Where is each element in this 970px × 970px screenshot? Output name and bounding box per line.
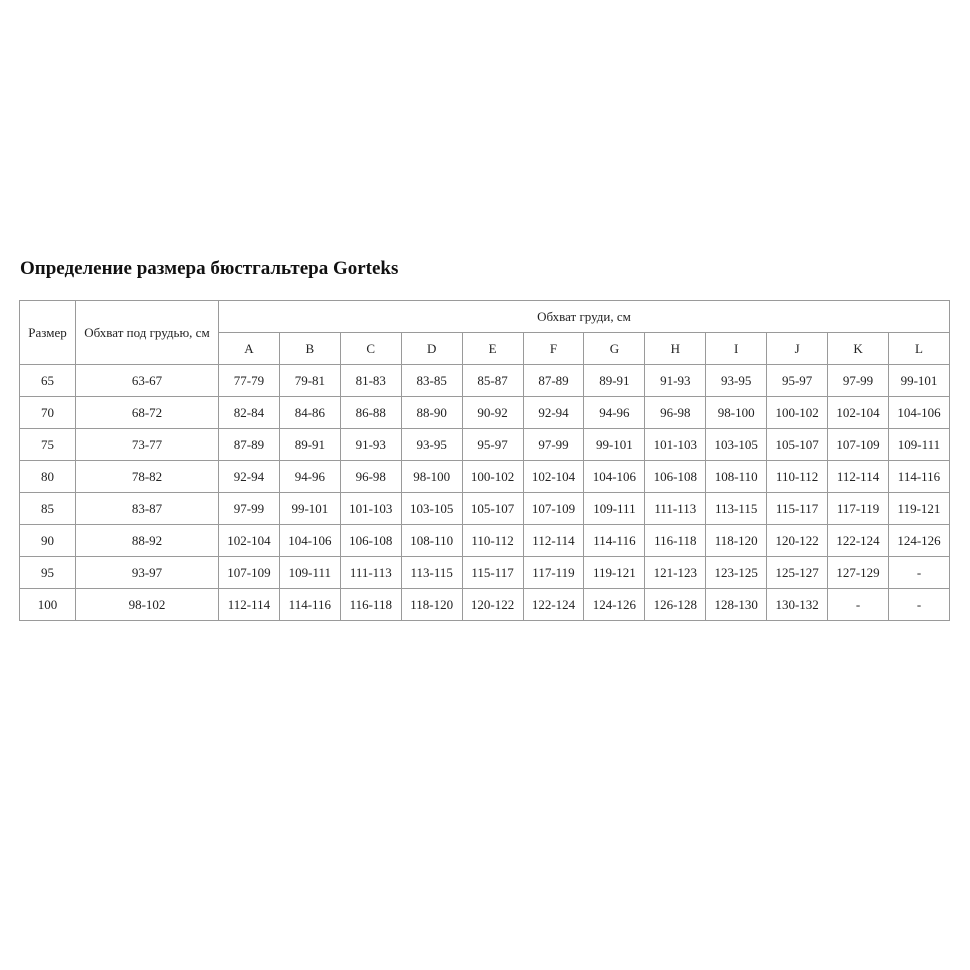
bust-cell: 95-97	[462, 429, 523, 461]
size-cell: 90	[20, 525, 76, 557]
size-cell: 75	[20, 429, 76, 461]
cup-header: L	[888, 333, 949, 365]
bust-cell: 108-110	[401, 525, 462, 557]
cup-header: K	[828, 333, 889, 365]
bust-cell: 91-93	[340, 429, 401, 461]
size-column-header: Размер	[20, 301, 76, 365]
bust-cell: 91-93	[645, 365, 706, 397]
bust-cell: 120-122	[462, 589, 523, 621]
bust-cell: 98-100	[706, 397, 767, 429]
bust-cell: 101-103	[645, 429, 706, 461]
bust-cell: 107-109	[828, 429, 889, 461]
bust-cell: -	[888, 589, 949, 621]
bust-cell: 123-125	[706, 557, 767, 589]
bust-cell: 107-109	[219, 557, 280, 589]
cup-header: A	[219, 333, 280, 365]
table-body	[20, 365, 950, 621]
table-row	[20, 557, 950, 589]
bust-cell: 109-111	[888, 429, 949, 461]
bust-cell: 105-107	[462, 493, 523, 525]
bust-cell: 92-94	[219, 461, 280, 493]
bust-cell: 97-99	[219, 493, 280, 525]
bust-cell: 86-88	[340, 397, 401, 429]
bust-cell: 117-119	[523, 557, 584, 589]
bust-cell: 116-118	[645, 525, 706, 557]
bust-cell: 99-101	[888, 365, 949, 397]
cup-header: D	[401, 333, 462, 365]
bust-cell: 130-132	[767, 589, 828, 621]
table-row	[20, 493, 950, 525]
bust-cell: -	[828, 589, 889, 621]
bust-cell: 96-98	[340, 461, 401, 493]
bust-cell: 104-106	[584, 461, 645, 493]
bra-size-table	[19, 300, 950, 621]
bust-cell: 104-106	[279, 525, 340, 557]
bust-cell: 77-79	[219, 365, 280, 397]
bust-cell: 114-116	[888, 461, 949, 493]
size-cell: 65	[20, 365, 76, 397]
bust-cell: 119-121	[888, 493, 949, 525]
bust-cell: 102-104	[828, 397, 889, 429]
bust-cell: 84-86	[279, 397, 340, 429]
bust-cell: 106-108	[645, 461, 706, 493]
bust-cell: 106-108	[340, 525, 401, 557]
bust-cell: 126-128	[645, 589, 706, 621]
bust-cell: 103-105	[706, 429, 767, 461]
bust-cell: 115-117	[767, 493, 828, 525]
underbust-cell: 93-97	[76, 557, 219, 589]
bust-cell: 117-119	[828, 493, 889, 525]
bust-cell: 98-100	[401, 461, 462, 493]
bust-cell: 94-96	[279, 461, 340, 493]
bust-cell: 113-115	[706, 493, 767, 525]
size-cell: 70	[20, 397, 76, 429]
bust-cell: 83-85	[401, 365, 462, 397]
bust-cell: 81-83	[340, 365, 401, 397]
cup-header: E	[462, 333, 523, 365]
bust-cell: 89-91	[279, 429, 340, 461]
bust-cell: 102-104	[523, 461, 584, 493]
bust-cell: 97-99	[523, 429, 584, 461]
bust-cell: 119-121	[584, 557, 645, 589]
bust-cell: 87-89	[219, 429, 280, 461]
bust-cell: 110-112	[767, 461, 828, 493]
bust-cell: 105-107	[767, 429, 828, 461]
bust-cell: 90-92	[462, 397, 523, 429]
bust-cell: 99-101	[584, 429, 645, 461]
underbust-column-header: Обхват под грудью, см	[76, 301, 219, 365]
bust-cell: 115-117	[462, 557, 523, 589]
bust-cell: 125-127	[767, 557, 828, 589]
bust-cell: 118-120	[706, 525, 767, 557]
bust-cell: 93-95	[706, 365, 767, 397]
bust-cell: 113-115	[401, 557, 462, 589]
header-row	[20, 301, 950, 333]
bust-cell: 128-130	[706, 589, 767, 621]
bust-cell: 104-106	[888, 397, 949, 429]
table-row	[20, 429, 950, 461]
bust-cell: 112-114	[523, 525, 584, 557]
page-title: Определение размера бюстгальтера Gorteks	[20, 258, 399, 279]
cup-header: H	[645, 333, 706, 365]
bust-cell: 111-113	[645, 493, 706, 525]
bust-cell: 82-84	[219, 397, 280, 429]
bust-cell: 93-95	[401, 429, 462, 461]
bust-cell: 95-97	[767, 365, 828, 397]
underbust-cell: 78-82	[76, 461, 219, 493]
bust-group-header: Обхват груди, см	[219, 301, 950, 333]
table-row	[20, 365, 950, 397]
bust-cell: 116-118	[340, 589, 401, 621]
table-row	[20, 525, 950, 557]
cup-header: F	[523, 333, 584, 365]
table-row	[20, 461, 950, 493]
bust-cell: 127-129	[828, 557, 889, 589]
bust-cell: 114-116	[279, 589, 340, 621]
bust-cell: 107-109	[523, 493, 584, 525]
cup-header: G	[584, 333, 645, 365]
table-row	[20, 397, 950, 429]
bust-cell: 124-126	[584, 589, 645, 621]
bust-cell: 79-81	[279, 365, 340, 397]
cup-header: J	[767, 333, 828, 365]
size-cell: 85	[20, 493, 76, 525]
bust-cell: 112-114	[828, 461, 889, 493]
bust-cell: 88-90	[401, 397, 462, 429]
bust-cell: 96-98	[645, 397, 706, 429]
bust-cell: 97-99	[828, 365, 889, 397]
bust-cell: 122-124	[523, 589, 584, 621]
bust-cell: 109-111	[584, 493, 645, 525]
bust-cell: 100-102	[462, 461, 523, 493]
table-row	[20, 589, 950, 621]
bust-cell: 94-96	[584, 397, 645, 429]
underbust-cell: 68-72	[76, 397, 219, 429]
cup-header: I	[706, 333, 767, 365]
bust-cell: 112-114	[219, 589, 280, 621]
bust-cell: 85-87	[462, 365, 523, 397]
size-cell: 100	[20, 589, 76, 621]
bust-cell: 108-110	[706, 461, 767, 493]
bust-cell: 111-113	[340, 557, 401, 589]
bust-cell: 99-101	[279, 493, 340, 525]
bust-cell: 121-123	[645, 557, 706, 589]
underbust-cell: 98-102	[76, 589, 219, 621]
bust-cell: 87-89	[523, 365, 584, 397]
bust-cell: 110-112	[462, 525, 523, 557]
size-cell: 80	[20, 461, 76, 493]
size-cell: 95	[20, 557, 76, 589]
cup-header: C	[340, 333, 401, 365]
bust-cell: 102-104	[219, 525, 280, 557]
bust-cell: 89-91	[584, 365, 645, 397]
bust-cell: -	[888, 557, 949, 589]
bust-cell: 101-103	[340, 493, 401, 525]
bust-cell: 92-94	[523, 397, 584, 429]
underbust-cell: 88-92	[76, 525, 219, 557]
bust-cell: 103-105	[401, 493, 462, 525]
underbust-cell: 73-77	[76, 429, 219, 461]
bust-cell: 122-124	[828, 525, 889, 557]
cup-header: B	[279, 333, 340, 365]
bust-cell: 118-120	[401, 589, 462, 621]
underbust-cell: 83-87	[76, 493, 219, 525]
bust-cell: 120-122	[767, 525, 828, 557]
bust-cell: 100-102	[767, 397, 828, 429]
bust-cell: 109-111	[279, 557, 340, 589]
bust-cell: 124-126	[888, 525, 949, 557]
underbust-cell: 63-67	[76, 365, 219, 397]
bust-cell: 114-116	[584, 525, 645, 557]
